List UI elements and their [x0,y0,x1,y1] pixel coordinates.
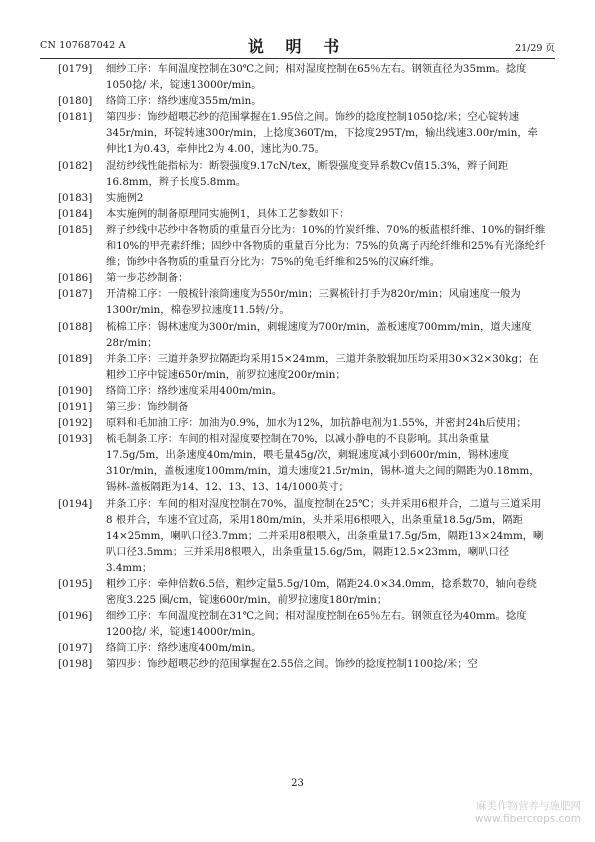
document-title: 说 明 书 [247,37,348,56]
header-rule [40,58,555,59]
paragraph-number: [0187] [58,288,93,301]
page-number: 23 [291,778,304,789]
paragraph [58,351,547,383]
document-body [58,61,547,673]
paragraph-number: [0183] [58,191,93,204]
page-indicator: 21/29 页 [515,43,555,54]
paragraph [58,190,547,206]
publication-number: CN 107687042 A [40,40,126,51]
paragraph [58,399,547,415]
paragraph [58,656,547,672]
paragraph-number: [0185] [58,223,93,236]
paragraph-number: [0184] [58,207,93,220]
paragraph [58,415,547,431]
paragraph [58,640,547,656]
paragraph-text: 梳毛制条工序：车间的相对湿度要控制在70%，以减小静电的不良影响。其出条重量17.5g/5m，出条速度40m/min，喂毛量45g/次，刺辊速度减小到600r/min，锡林速度310r/min，盖板速度100mm/min，道夫速度21.5r/min，锡林-道夫之间的隔距为0.18mm，锡林-盖板隔距为14、12、13、13、14/1000英寸； [106,433,540,494]
paragraph-number: [0195] [58,578,93,590]
paragraph-text: 粗纱工序：牵伸倍数6.5倍，粗纱定量5.5g/10m，隔距24.0×34.0mm，捻系数70，轴向卷绕密度3.225 圈/cm，锭速600r/min，前罗拉速度180r/min； [106,578,537,607]
paragraph [58,93,547,109]
paragraph-number: [0188] [58,320,93,333]
paragraph-number: [0193] [58,433,93,446]
paragraph [58,61,547,93]
paragraph-text: 络筒工序：络纱速度采用400m/min。 [106,384,283,397]
watermark [475,800,581,826]
paragraph-number: [0192] [58,417,93,430]
paragraph [58,222,547,270]
paragraph [58,608,547,640]
paragraph-text: 第一步芯纱制备： [106,272,189,285]
paragraph [58,109,547,157]
paragraph-text: 并条工序：车间的相对湿度控制在70%，温度控制在25℃；头并采用6根并合，二道与三道采用8 根并合，车速不宜过高，采用180m/min，头并采用6根喂入，出条重量18.5g/5m，隔距14×25mm，喇叭口径3.7mm；二并采用8根喂入，出条重量17.5g/5m，隔距13×24mm，喇叭口径3.5mm；三并采用8根喂入，出条重量15.6g/5m，隔距12.5×23mm，喇叭口径3.4mm； [106,497,544,574]
paragraph-text: 原料和毛加油工序：加油为0.9%，加水为12%，加抗静电剂为1.55%，并密封24h后使用； [106,417,527,430]
paragraph-text: 并条工序：三道并条罗拉隔距均采用15×24mm，三道并条胶辊加压均采用30×32×30kg；在粗纱工序中锭速650r/min，前罗拉速度200r/min； [106,352,539,381]
paragraph-number: [0196] [58,610,93,623]
paragraph-text: 第四步：饰纱超喂芯纱的范围掌握在1.95倍之间。饰纱的捻度控制1050捻/米；空心锭转速345r/min，环锭转速300r/min，上捻度360T/m，下捻度295T/m，输出线速3.00r/min，牵伸比1为0.43，牵伸比2为 4.00，速比为0.75。 [106,111,538,156]
paragraph [58,383,547,399]
paragraph-text: 辫子纱线中芯纱中各物质的重量百分比为：10%的竹炭纤维、70%的板蓝根纤维、10%的铜纤维和10%的甲壳素纤维；固纱中各物质的重量百分比为：75%的负离子丙纶纤维和25%有光涤纶纤维；饰纱中各物质的重量百分比为：75%的兔毛纤维和25%的汉麻纤维。 [106,223,546,269]
paragraph-number: [0191] [58,400,93,413]
paragraph-text: 络筒工序：络纱速度400m/min。 [106,642,262,655]
paragraph-number: [0198] [58,658,93,671]
paragraph-number: [0189] [58,352,93,365]
paragraph-number: [0197] [58,642,93,655]
paragraph [58,319,547,351]
paragraph [58,431,547,495]
paragraph-number: [0194] [58,497,93,510]
paragraph-number: [0179] [58,63,93,75]
paragraph-text: 细纱工序：车间温度控制在30℃之间；相对湿度控制在65％左右。钢领直径为35mm。捻度1050捻/ 米，锭速13000r/min。 [106,63,527,92]
paragraph [58,206,547,222]
paragraph-text: 混纺纱线性能指标为：断裂强度9.17cN/tex，断裂强度变异系数Cv值15.3%，辫子间距16.8mm，辫子长度5.8mm。 [106,159,509,188]
paragraph-number: [0181] [58,111,93,124]
paragraph [58,496,547,576]
paragraph-text: 实施例2 [106,191,144,204]
watermark-line-2: www.fibercrops.com [474,813,581,825]
paragraph-number: [0182] [58,159,93,172]
paragraph-number: [0186] [58,272,93,285]
paragraph-text: 梳棉工序：锡林速度为300r/min，刺辊速度为700r/min，盖板速度700mm/min，道夫速度28r/min； [106,320,532,349]
page-header [40,34,555,56]
paragraph [58,270,547,286]
paragraph [58,158,547,190]
paragraph [58,576,547,608]
paragraph-text: 第四步：饰纱超喂芯纱的范围掌握在2.55倍之间。饰纱的捻度控制1100捻/米；空 [106,658,478,671]
paragraph-text: 络筒工序：络纱速度355m/min。 [106,95,262,108]
paragraph-number: [0180] [58,95,93,108]
paragraph [58,286,547,318]
paragraph-text: 第三步：饰纱制备 [106,400,189,413]
paragraph-text: 细纱工序：车间温度控制在31℃之间；相对湿度控制在65％左右。钢领直径为40mm。捻度1200捻/ 米，锭速14000r/min。 [106,610,527,639]
paragraph-text: 本实施例的制备原理同实施例1，具体工艺参数如下： [106,207,350,220]
watermark-line-1: 麻类作物营养与施肥网 [476,800,581,812]
paragraph-number: [0190] [58,384,93,397]
paragraph-text: 开清棉工序：一般梳针滚筒速度为550r/min；三翼梳针打手为820r/min；风扇速度一般为1300r/min，棉卷罗拉速度11.5转/分。 [106,288,521,317]
